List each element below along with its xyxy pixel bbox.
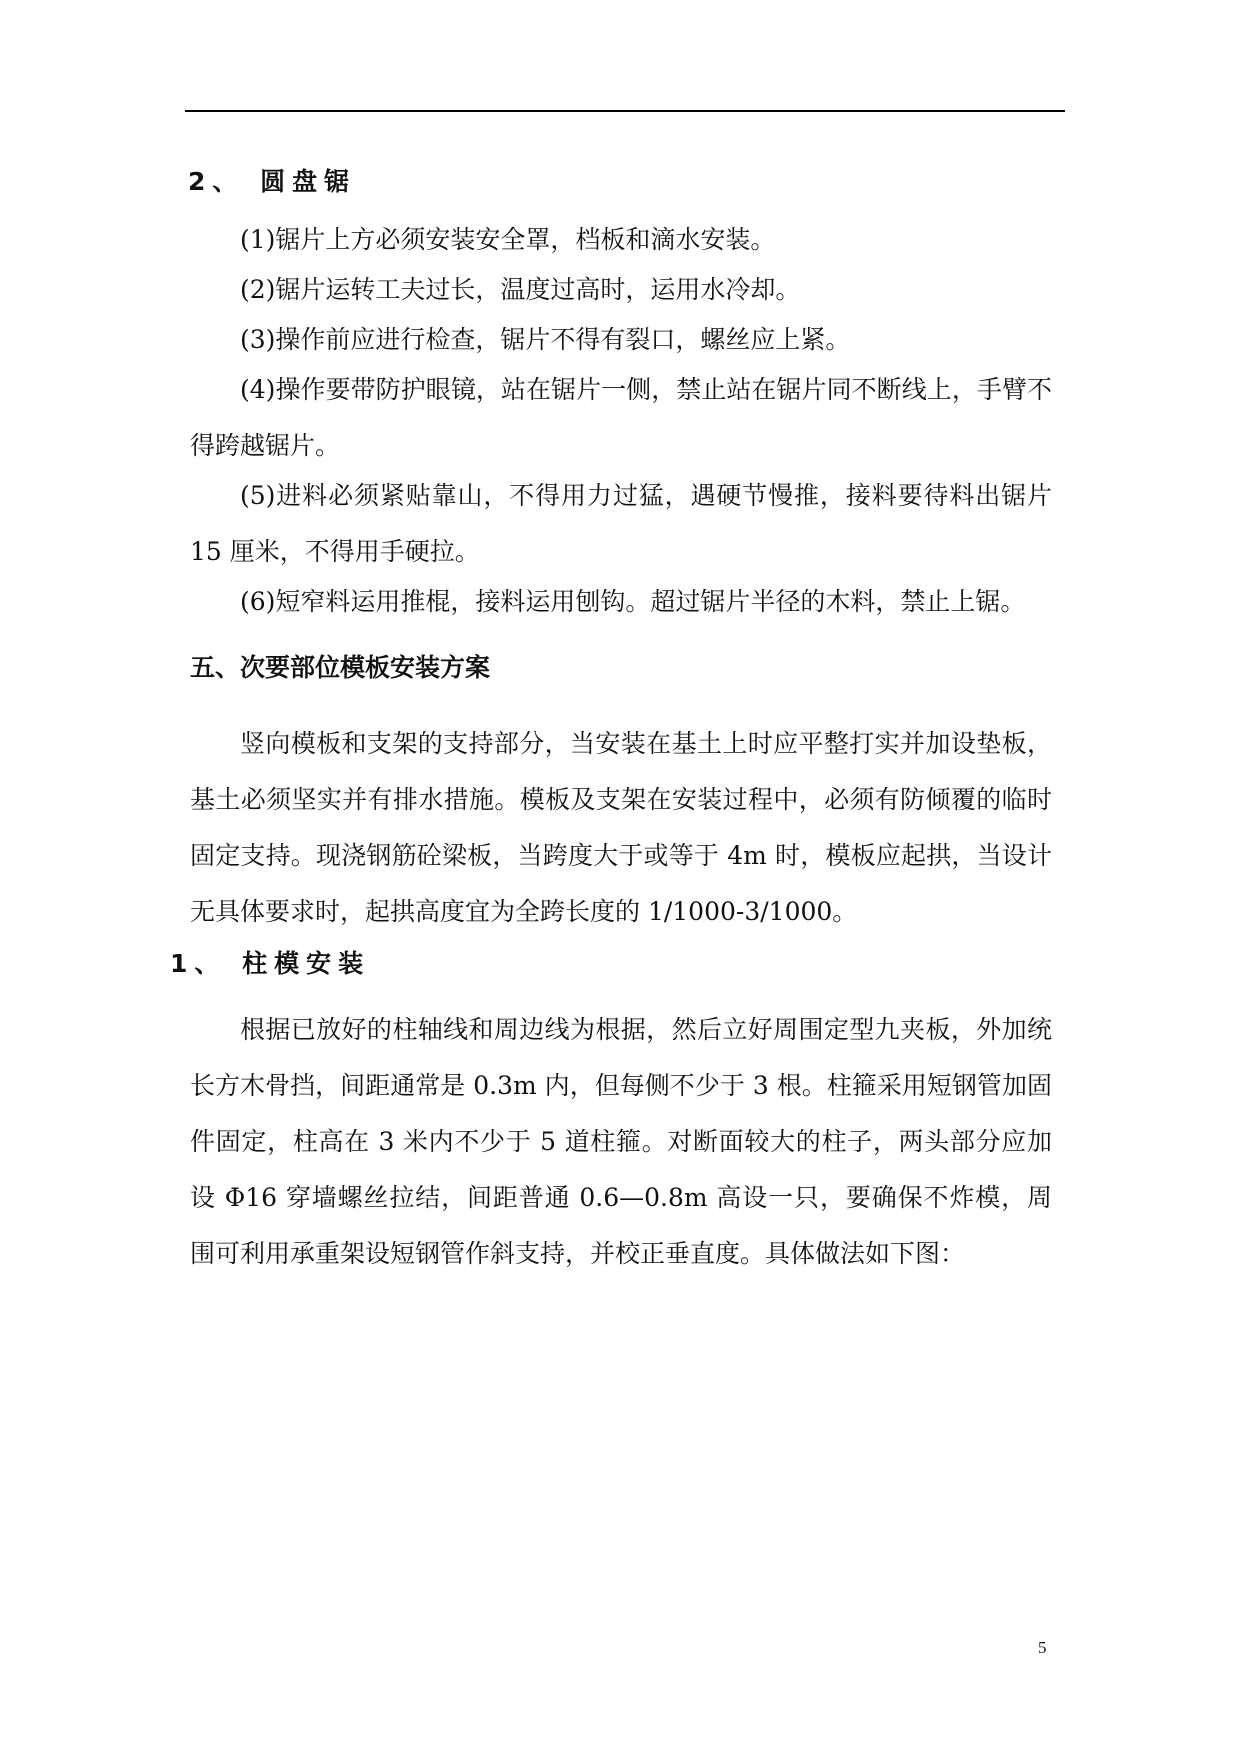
section-heading-formwork-plan: 五、次要部位模板安装方案 — [190, 653, 491, 682]
saw-item-2: (2)锯片运转工夫过长，温度过高时，运用水冷却。 — [240, 275, 801, 304]
section-heading-column-formwork: 1、 柱模安装 — [170, 949, 371, 978]
saw-item-4: (4)操作要带防护眼镜，站在锯片一侧，禁止站在锯片同不断线上，手臂不得跨越锯片。 — [190, 375, 1052, 460]
saw-item-3: (3)操作前应进行检查，锯片不得有裂口，螺丝应上紧。 — [240, 325, 851, 354]
saw-item-5: (5)进料必须紧贴靠山，不得用力过猛，遇硬节慢推，接料要待料出锯片 15 厘米，不得用手硬拉。 — [190, 481, 1052, 566]
formwork-paragraph: 竖向模板和支架的支持部分，当安装在基土上时应平整打实并加设垫板，基土必须坚实并有排水措施。模板及支架在安装过程中，必须有防倾覆的临时固定支持。现浇钢筋砼梁板，当跨度大于或等于 4m 时，模板应起拱，当设计无具体要求时，起拱高度宜为全跨长度的 1/1000-3/1000。 — [190, 729, 1052, 926]
header-rule — [185, 110, 1065, 112]
column-formwork-paragraph: 根据已放好的柱轴线和周边线为根据，然后立好周围定型九夹板，外加统长方木骨挡，间距通常是 0.3m 内，但每侧不少于 3 根。柱箍采用短钢管加固件固定，柱高在 3 米内不少于 5 道柱箍。对断面较大的柱子，两头部分应加设 Φ16 穿墙螺丝拉结，间距普通 0.6—0.8m 高设一只，要确保不炸模，周围可利用承重架设短钢管作斜支持，并校正垂直度。具体做法如下图： — [190, 1015, 1052, 1268]
section-heading-circular-saw: 2、 圆盘锯 — [188, 167, 357, 196]
saw-item-1: (1)锯片上方必须安装安全罩，档板和滴水安装。 — [240, 225, 776, 254]
saw-item-6: (6)短窄料运用推棍，接料运用刨钩。超过锯片半径的木料，禁止上锯。 — [240, 587, 1026, 616]
page-number: 5 — [1038, 1638, 1047, 1657]
